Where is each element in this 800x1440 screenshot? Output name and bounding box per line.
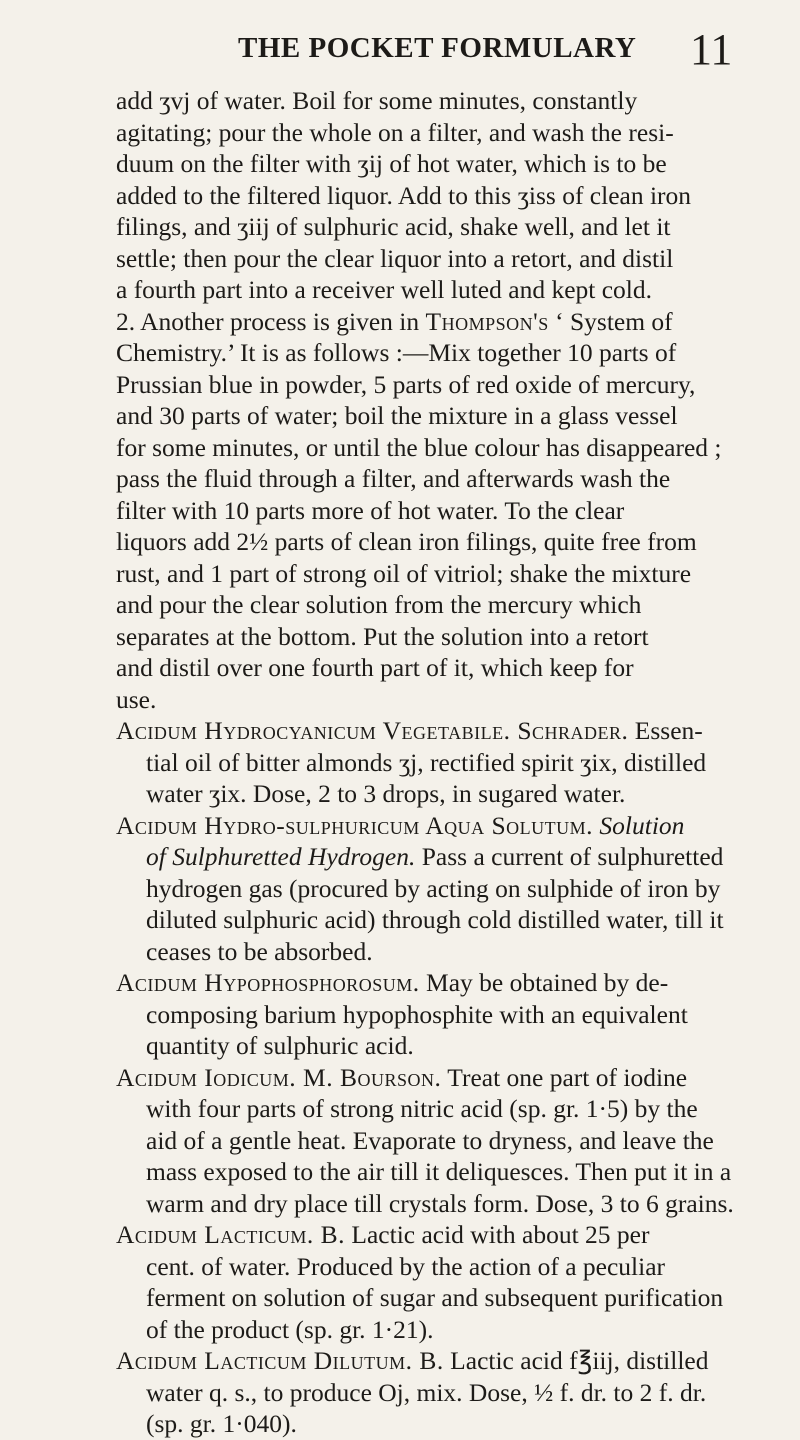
text-line — [146, 873, 800, 905]
text-line — [116, 715, 800, 747]
text-line — [146, 1030, 800, 1062]
text-run: settle; then pour the clear liquor into a retort, and distil — [116, 243, 674, 273]
text-line — [116, 180, 800, 212]
text-run: ‘ System of — [548, 306, 673, 336]
text-run: aid of a gentle heat. Evaporate to dryness, and leave the — [146, 1125, 714, 1155]
text-run: tial oil of bitter almonds ʒj, rectified spirit ʒix, distilled — [146, 747, 707, 777]
text-line — [116, 369, 800, 401]
text-run: May be obtained by de- — [419, 968, 669, 997]
text-run: rust, and 1 part of strong oil of vitriol; shake the mixture — [116, 558, 692, 588]
text-line — [116, 274, 800, 306]
text-run: Lactic acid with about 25 per — [345, 1220, 650, 1249]
text-run: for some minutes, or until the blue colour has disappeared ; — [116, 432, 722, 462]
text-run: 2. Another process is given in — [116, 306, 426, 336]
text-line — [116, 621, 800, 653]
text-line — [116, 1219, 800, 1251]
text-run: Lactic acid f℥iij, distilled — [443, 1346, 709, 1375]
text-line — [146, 778, 800, 810]
text-run: added to the filtered liquor. Add to this ʒiss of clean iron — [116, 180, 692, 210]
text-run: (sp. gr. 1·040). — [146, 1409, 297, 1438]
text-run: agitating; pour the whole on a filter, and wash the resi- — [116, 117, 674, 147]
text-line — [116, 526, 800, 558]
text-run: Essen- — [628, 716, 703, 745]
entry-heading: Acidum Hydrocyanicum Vegetabile. Schrader. — [116, 716, 629, 745]
entry-heading: Acidum Lacticum. B. — [116, 1220, 346, 1249]
text-line — [116, 117, 800, 149]
text-run: pass the fluid through a filter, and afterwards wash the — [116, 464, 671, 493]
text-run: of the product (sp. gr. 1·21). — [146, 1314, 434, 1344]
running-title: THE POCKET FORMULARY — [238, 32, 637, 64]
text-run: liquors add 2½ parts of clean iron filings, quite free from — [116, 527, 697, 556]
text-line — [116, 463, 800, 495]
text-line — [116, 589, 800, 621]
text-run: water q. s., to produce Oj, mix. Dose, ½ f. dr. to 2 f. dr. — [146, 1377, 707, 1407]
entry-heading: Acidum Iodicum. M. Bourson. — [116, 1062, 442, 1092]
text-line — [116, 211, 800, 243]
text-line — [116, 243, 800, 275]
text-run: and 30 parts of water; boil the mixture in a glass vessel — [116, 401, 678, 430]
text-run: and distil over one fourth part of it, which keep for — [116, 653, 634, 682]
page-number: 11 — [690, 25, 733, 74]
text-line — [116, 1062, 800, 1094]
text-line — [146, 1251, 800, 1283]
text-line — [116, 967, 800, 999]
text-line — [116, 652, 800, 684]
text-run: composing barium hypophosphite with an equivalent — [146, 999, 688, 1029]
text-line — [116, 432, 800, 464]
text-run: Treat one part of iodine — [441, 1062, 688, 1092]
text-run: a fourth part into a receiver well luted and kept cold. — [116, 275, 652, 304]
text-run: diluted sulphuric acid) through cold distilled water, till it — [146, 905, 724, 934]
text-line — [116, 810, 800, 842]
text-run: Prussian blue in powder, 5 parts of red oxide of mercury, — [116, 369, 696, 399]
text-run: use. — [116, 684, 157, 714]
text-run: mass exposed to the air till it deliquesces. Then put it in a — [146, 1157, 732, 1186]
text-line — [146, 1314, 800, 1346]
text-run: and pour the clear solution from the mercury which — [116, 590, 642, 619]
text-run: hydrogen gas (procured by acting on sulphide of iron by — [146, 873, 721, 903]
text-line — [116, 400, 800, 432]
text-line — [146, 1156, 800, 1188]
text-run: ferment on solution of sugar and subsequent purification — [146, 1283, 724, 1312]
text-line — [146, 1093, 800, 1125]
text-run: Chemistry.’ It is as follows :—Mix together 10 parts of — [116, 338, 677, 367]
text-run: filings, and ʒiij of sulphuric acid, shake well, and let it — [116, 212, 671, 241]
text-line — [146, 1408, 800, 1440]
text-run: filter with 10 parts more of hot water. To the clear — [116, 495, 625, 525]
text-line — [146, 999, 800, 1031]
text-run: separates at the bottom. Put the solution into a retort — [116, 621, 649, 651]
running-head — [0, 24, 800, 72]
text-line — [116, 558, 800, 590]
text-run: water ʒix. Dose, 2 to 3 drops, in sugared water. — [146, 779, 626, 808]
text-line — [146, 841, 800, 873]
text-line — [146, 1377, 800, 1409]
text-line — [146, 1282, 800, 1314]
text-line — [116, 148, 800, 180]
entry-heading: Acidum Lacticum Dilutum. B. — [116, 1346, 444, 1375]
entry-heading: Acidum Hypophosphorosum. — [116, 968, 420, 997]
text-run: add ʒvj of water. Boil for some minutes, constantly — [116, 86, 638, 115]
text-run: quantity of sulphuric acid. — [146, 1031, 414, 1060]
text-run: warm and dry place till crystals form. Dose, 3 to 6 grains. — [146, 1188, 734, 1218]
text-line — [116, 1345, 800, 1377]
text-line — [146, 1188, 800, 1220]
text-line — [116, 337, 800, 369]
text-run: of Sulphuretted Hydrogen. — [146, 842, 416, 871]
text-run: with four parts of strong nitric acid (sp. gr. 1·5) by the — [146, 1094, 698, 1123]
text-line — [146, 747, 800, 779]
text-run: duum on the filter with ʒij of hot water, which is to be — [116, 149, 667, 178]
text-run: Pass a current of sulphuretted — [415, 842, 724, 871]
text-line — [116, 495, 800, 527]
text-line — [146, 904, 800, 936]
text-line — [146, 936, 800, 968]
entry-heading: Acidum Hydro-sulphuricum Aqua Solutum. — [116, 810, 594, 840]
text-run: Solution — [599, 810, 685, 840]
text-line — [116, 85, 800, 117]
text-line — [116, 306, 800, 338]
text-run: cent. of water. Produced by the action of a peculiar — [146, 1251, 666, 1281]
text-line — [116, 684, 800, 716]
text-run: ceases to be absorbed. — [146, 936, 373, 966]
entry-heading: Thompson's — [425, 306, 549, 336]
text-line — [146, 1125, 800, 1157]
